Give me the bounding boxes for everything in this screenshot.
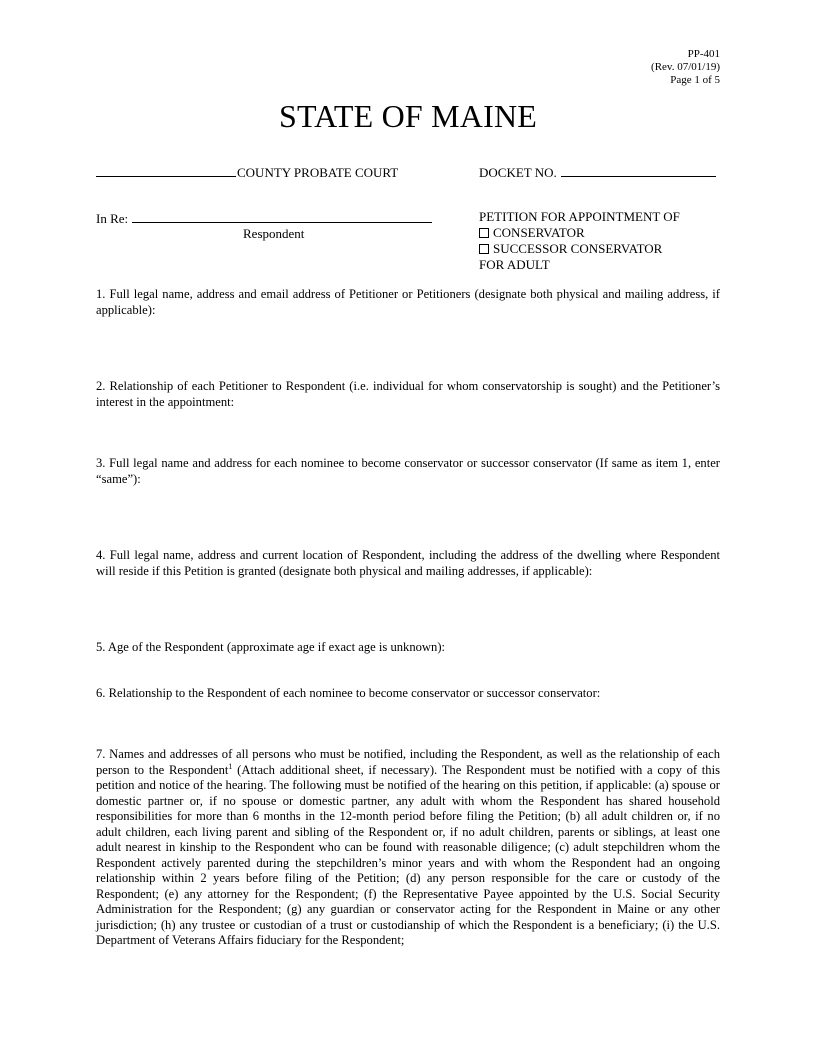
checkbox-successor-conservator[interactable] [479, 244, 489, 254]
docket-label: DOCKET NO. [479, 165, 557, 180]
form-meta [651, 48, 720, 87]
option-successor-label: SUCCESSOR CONSERVATOR [493, 241, 663, 256]
respondent-name-blank[interactable] [132, 209, 432, 223]
form-number: PP-401 [687, 48, 720, 60]
page-number: Page 1 of 5 [670, 74, 720, 86]
county-label: COUNTY PROBATE COURT [237, 165, 399, 180]
item-6: 6. Relationship to the Respondent of each nominee to become conservator or successor conservator: [96, 686, 601, 700]
in-re-field [96, 209, 432, 227]
option-conservator[interactable] [479, 225, 680, 241]
option-successor-conservator[interactable] [479, 241, 680, 257]
in-re-label: In Re: [96, 211, 129, 226]
docket-field [479, 163, 720, 181]
docket-blank[interactable] [561, 163, 716, 177]
item-7 [96, 747, 720, 949]
item-7-body: (Attach additional sheet, if necessary). The Respondent must be notified with a copy of this petition and notice of the hearing. The following must be notified of the hearing on this petition, if applicable: (a) spouse or domestic partner or, if no spouse or domestic partner, any adult with whom the Respondent has shared household responsibilities for more than 6 months in the 12-month period before filing the Petition; (b) all adult children or, if no adult children, each living parent and sibling of the Respondent or, if no adult children, parents or siblings, at least one adult nearest in kinship to the Respondent who can be found with reasonable diligence; (c) adult stepchildren whom the Respondent actively parented during the stepchildren’s minor years and with whom the Respondent had an ongoing relationship within 2 years before filing of the Petition; (d) any person responsible for the care or custody of the Respondent; (e) any attorney for the Respondent; (f) the Representative Payee appointed by the U.S. Social Security Administration for the Respondent; (g) any guardian or conservator acting for the Respondent in Maine or any other jurisdiction; (h) any trustee or custodian of a trust or custodianship of which the Respondent is a beneficiary; (i) the U.S. Department of Veterans Affairs fiduciary for the Respondent; [96, 762, 721, 947]
item-2: 2. Relationship of each Petitioner to Respondent (i.e. individual for whom conservatorship is sought) and the Petitioner’s interest in the appointment: [96, 379, 720, 409]
petition-type [479, 209, 680, 273]
item-3: 3. Full legal name and address for each nominee to become conservator or successor conservator (If same as item 1, enter “same”): [96, 456, 720, 486]
form-revision: (Rev. 07/01/19) [651, 61, 720, 73]
item-4: 4. Full legal name, address and current location of Respondent, including the address of the dwelling where Respondent will reside if this Petition is granted (designate both physical and mailing addresses, if applicable): [96, 548, 720, 578]
item-7-intro: 7. Names and addresses of all persons who must be notified, including the Respondent, as well as the relationship of each person to the Respondent [96, 747, 720, 777]
checkbox-conservator[interactable] [479, 228, 489, 238]
item-5: 5. Age of the Respondent (approximate age if exact age is unknown): [96, 640, 446, 654]
court-row [96, 163, 720, 183]
respondent-label: Respondent [243, 226, 305, 241]
county-field [96, 163, 398, 181]
page-title: STATE OF MAINE [278, 98, 538, 134]
option-conservator-label: CONSERVATOR [493, 225, 585, 240]
county-blank[interactable] [96, 163, 236, 177]
petition-type-footer: FOR ADULT [479, 257, 550, 272]
footnote-marker: 1 [228, 761, 233, 771]
item-1: 1. Full legal name, address and email address of Petitioner or Petitioners (designate both physical and mailing address, if applicable): [96, 287, 720, 317]
petition-type-heading: PETITION FOR APPOINTMENT OF [479, 209, 680, 224]
